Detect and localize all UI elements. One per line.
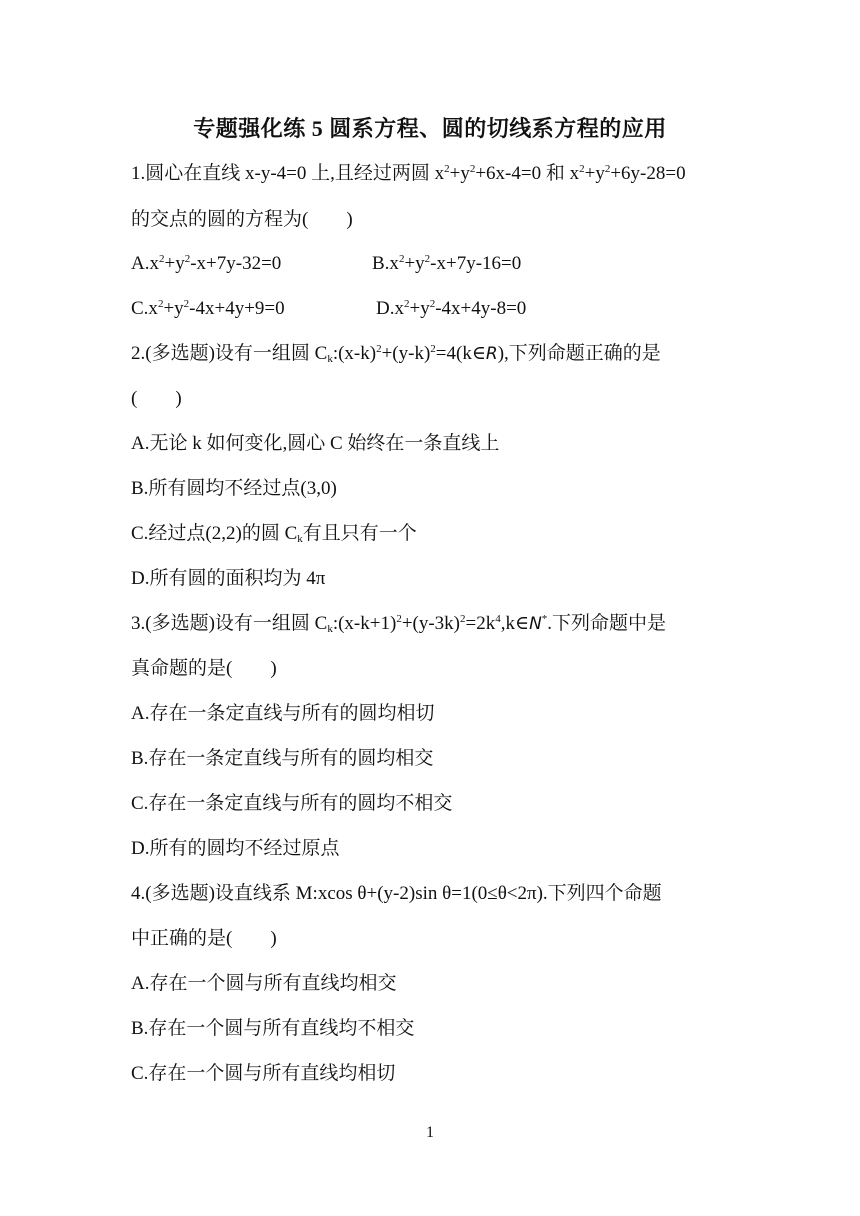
- q1-option-b: $B.x^2+y^2-x+7y-16=0$: [372, 253, 522, 274]
- page-number: 1: [426, 1124, 434, 1141]
- q3-stem-line2: 真命题的是( ): [131, 658, 277, 679]
- q3-option-d: D.所有的圆均不经过原点: [131, 838, 340, 859]
- q3-option-b: B.存在一条定直线与所有的圆均相交: [131, 748, 434, 769]
- q4-option-a: A.存在一个圆与所有直线均相交: [131, 973, 397, 994]
- q1-stem-line2: 的交点的圆的方程为( ): [131, 209, 353, 230]
- q2-option-d: D.所有圆的面积均为 4π: [131, 568, 326, 589]
- q4-option-b: B.存在一个圆与所有直线均不相交: [131, 1018, 415, 1039]
- q1-stem-line1: 1.圆心在直线 x-y-4=0 上,且经过两圆 $x^2+y^2+6x-4=0$ 和 $x^2+y^2+6y-28=0$: [131, 163, 686, 184]
- page-title: 专题强化练 5 圆系方程、圆的切线系方程的应用: [193, 116, 667, 141]
- q3-stem-line1: 3.(多选题)设有一组圆 $C_k:(x-k+1)^2+(y-3k)^2=2k^4,k\in N^*$.下列命题中是: [131, 613, 667, 635]
- q2-option-c: C.经过点(2,2)的圆 $C_k$有且只有一个: [131, 523, 417, 545]
- q2-stem-line2: ( ): [131, 388, 182, 409]
- q1-option-d: $D.x^2+y^2-4x+4y-8=0$: [376, 298, 527, 319]
- q4-option-c: C.存在一个圆与所有直线均相切: [131, 1063, 396, 1084]
- q2-stem-line1: 2.(多选题)设有一组圆 $C_k:(x-k)^2+(y-k)^2=4(k\in R)$,下列命题正确的是: [131, 343, 661, 365]
- q4-stem-line2: 中正确的是( ): [131, 928, 277, 949]
- q1-option-c: $C.x^2+y^2-4x+4y+9=0$: [131, 298, 285, 319]
- q4-stem-line1: 4.(多选题)设直线系 M:xcos θ+(y-2)sin θ=1(0≤θ<2π).下列四个命题: [131, 883, 662, 904]
- q3-option-a: A.存在一条定直线与所有的圆均相切: [131, 703, 435, 724]
- q3-option-c: C.存在一条定直线与所有的圆均不相交: [131, 793, 453, 814]
- q2-option-a: A.无论 k 如何变化,圆心 C 始终在一条直线上: [131, 433, 500, 454]
- q1-option-a: $A.x^2+y^2-x+7y-32=0$: [131, 253, 282, 274]
- q2-option-b: B.所有圆均不经过点(3,0): [131, 478, 337, 499]
